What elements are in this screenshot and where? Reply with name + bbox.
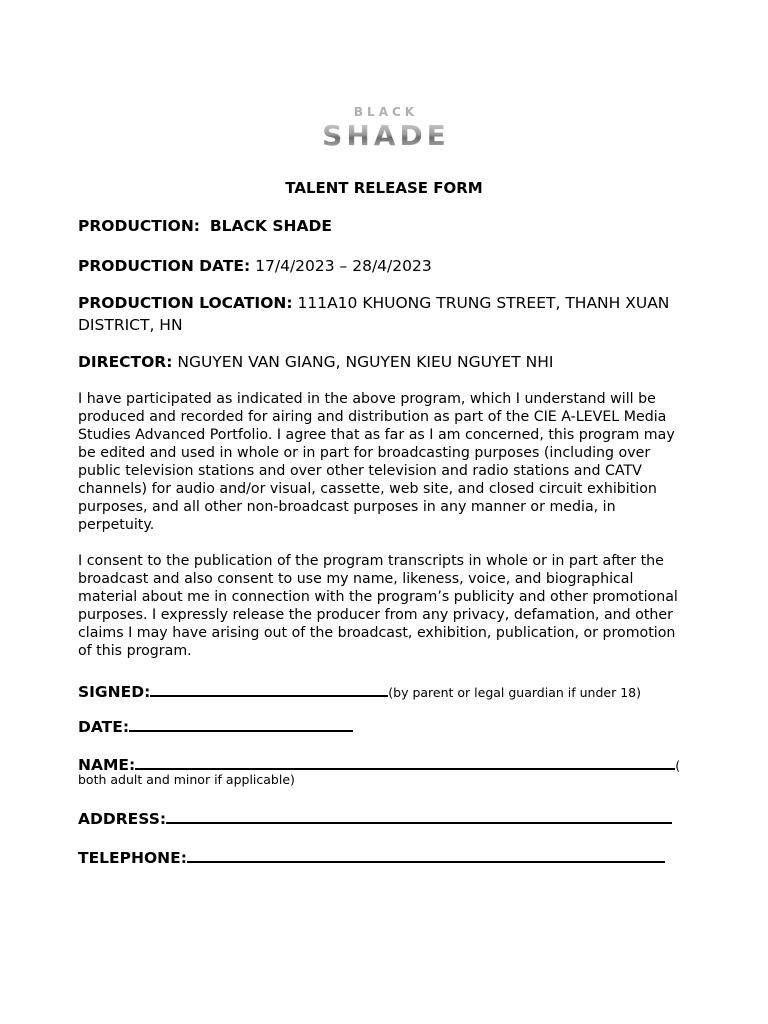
release-paragraph-2: I consent to the publication of the program transcripts in whole or in part after the broadcast and also consent to use my name, likeness, voice, and biographical material about me in connection with the program’s publicity and other promotional purposes. I expressly release the producer from any privacy, defamation, and other claims I may have arising out of the broadcast, exhibition, publication, or promotion of this program. [78, 553, 678, 659]
signed-field [78, 679, 641, 704]
telephone-line[interactable] [187, 845, 665, 863]
production-line [78, 215, 698, 237]
date-field [78, 714, 353, 738]
production-date-label: PRODUCTION DATE: [78, 257, 251, 275]
director-label: DIRECTOR: [78, 353, 173, 371]
signed-label: SIGNED: [78, 683, 151, 701]
date-line[interactable] [129, 714, 353, 732]
signed-line[interactable] [150, 679, 388, 697]
production-location-line [78, 292, 678, 336]
production-date-line [78, 255, 698, 277]
name-label: NAME: [78, 756, 136, 774]
name-note: both adult and minor if applicable) [78, 772, 295, 787]
production-label: PRODUCTION: [78, 217, 200, 235]
date-label: DATE: [78, 718, 130, 736]
director-value: NGUYEN VAN GIANG, NGUYEN KIEU NGUYET NHI [177, 353, 554, 371]
address-label: ADDRESS: [78, 810, 167, 828]
production-value: BLACK SHADE [209, 217, 332, 235]
signed-note: (by parent or legal guardian if under 18) [388, 685, 641, 700]
logo-top-word: BLACK [353, 105, 419, 119]
name-note-open: ( [675, 758, 681, 773]
logo-main-word: SHADE [0, 120, 768, 152]
black-shade-logo [0, 104, 768, 152]
release-paragraph-1: I have participated as indicated in the above program, which I understand will be produced and recorded for airing and distribution as part of the CIE A-LEVEL Media Studies Advanced Portfolio. I agree that as far as I am concerned, this program may be edited and used in whole or in part for broadcasting purposes (including over public television stations and over other television and radio stations and CATV channels) for audio and/or visual, cassette, web site, and closed circuit exhibition purposes, and all other non-broadcast purposes in any manner or media, in perpetuity. [78, 391, 675, 533]
address-line[interactable] [166, 806, 672, 824]
name-line[interactable] [135, 752, 675, 770]
telephone-label: TELEPHONE: [78, 849, 187, 867]
address-field [78, 806, 672, 830]
director-line [78, 351, 698, 373]
production-location-value: 111A10 KHUONG TRUNG STREET, THANH XUAN DISTRICT, HN [78, 294, 670, 334]
production-location-label: PRODUCTION LOCATION: [78, 294, 293, 312]
production-date-value: 17/4/2023 – 28/4/2023 [255, 257, 432, 275]
form-title: TALENT RELEASE FORM [285, 179, 483, 197]
telephone-field [78, 845, 665, 869]
